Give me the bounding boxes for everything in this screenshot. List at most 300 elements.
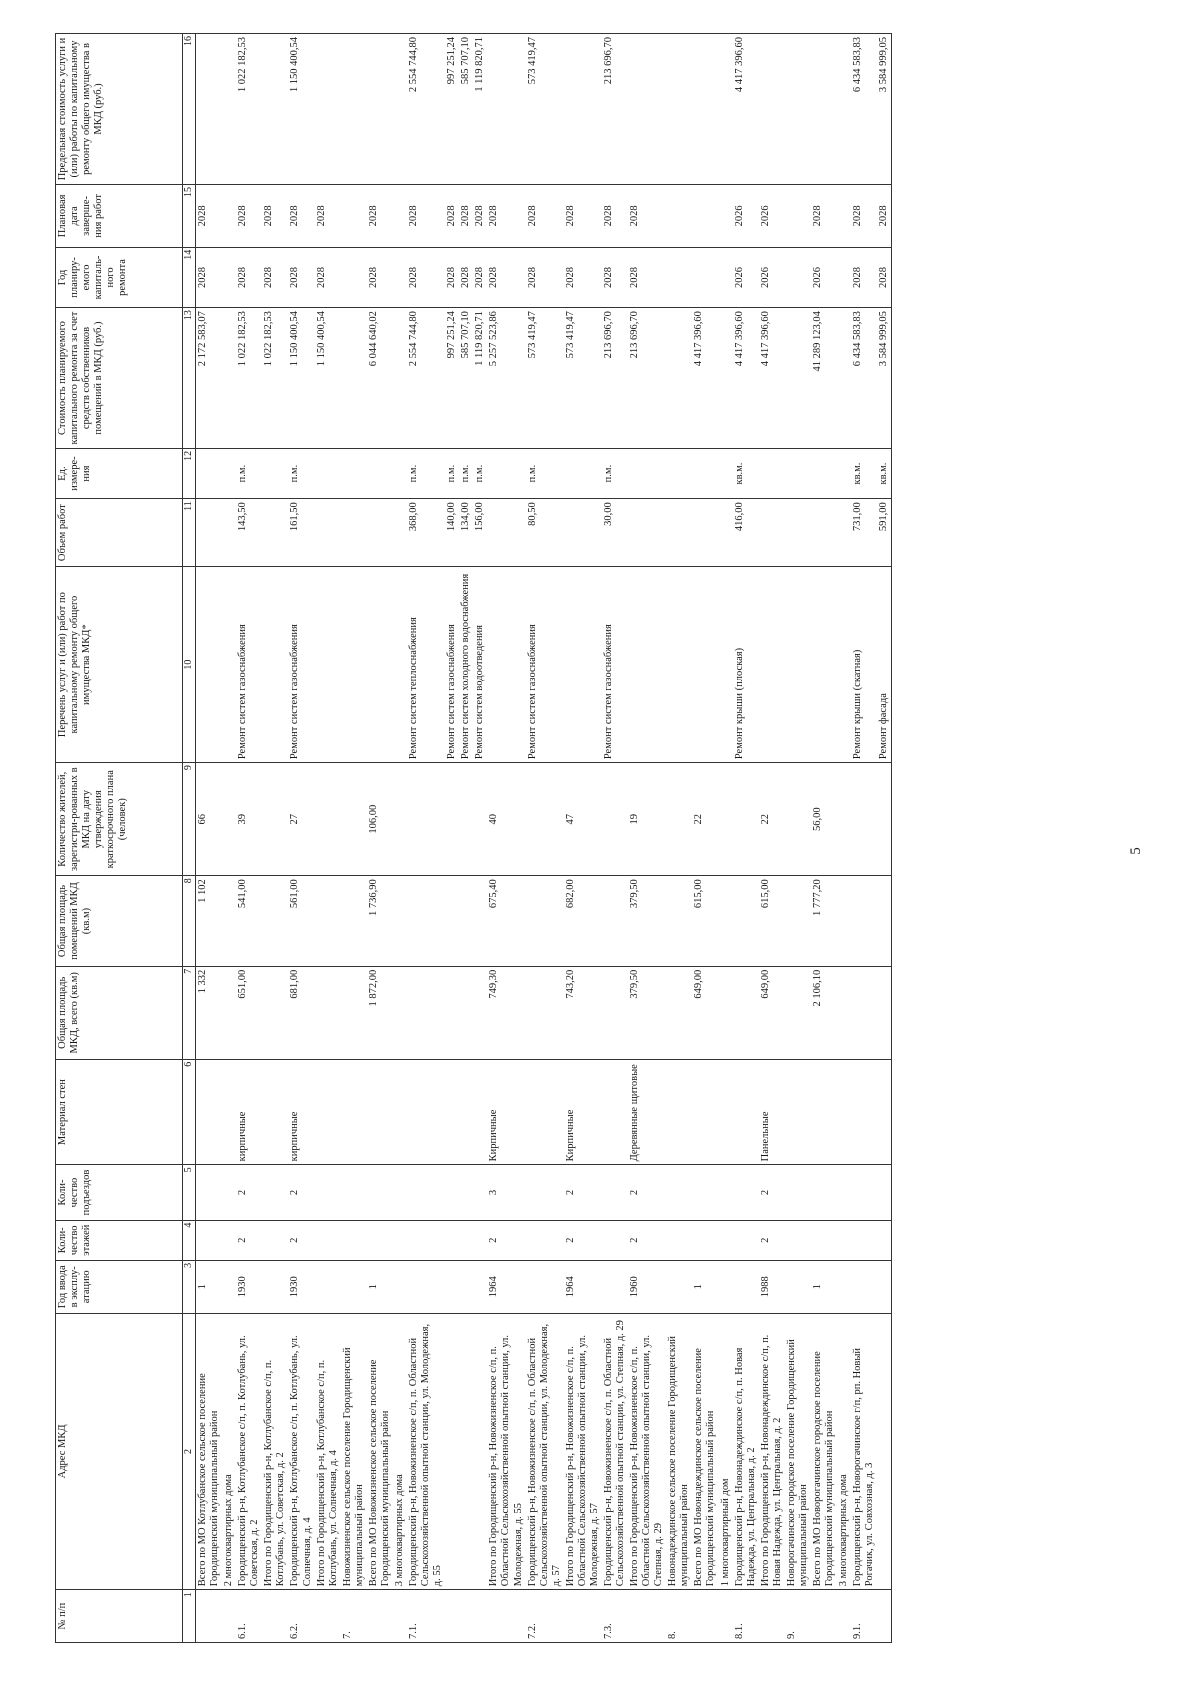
column-header: Общая площадь помещений МКД (кв.м) xyxy=(56,876,183,967)
table-cell xyxy=(341,1220,367,1260)
table-cell: 749,30 xyxy=(487,966,525,1059)
table-cell: кирпичные xyxy=(236,1059,262,1165)
table-cell xyxy=(222,247,236,307)
table-cell xyxy=(459,1313,473,1590)
table-cell xyxy=(628,448,666,498)
column-number: 4 xyxy=(183,1220,196,1260)
table-cell xyxy=(315,1590,341,1643)
table-cell xyxy=(473,1313,487,1590)
table-cell: 1 xyxy=(811,1260,837,1313)
table-cell xyxy=(262,763,288,876)
table-cell: 106,00 xyxy=(367,763,393,876)
table-cell: п.м. xyxy=(459,448,473,498)
table-cell: 2028 xyxy=(262,247,288,307)
column-header: Коли-чество этажей xyxy=(56,1220,183,1260)
table-cell: Итого по Городищенский р-н, Новонадеждинское с/п, п. Новая Надежда, ул. Центральная, д. 2 xyxy=(759,1313,785,1590)
table-cell xyxy=(367,1220,393,1260)
table-row xyxy=(341,34,367,1643)
table-cell: Всего по МО Котлубанское сельское поселение Городищенский муниципальный район xyxy=(196,1313,223,1590)
table-cell xyxy=(851,763,877,876)
table-cell xyxy=(262,1260,288,1313)
table-cell: 1 777,20 xyxy=(811,876,837,967)
table-cell xyxy=(666,1059,692,1165)
table-cell: 2028 xyxy=(236,247,262,307)
table-cell: Деревянные щитовые xyxy=(628,1059,666,1165)
table-cell: 2 xyxy=(288,1220,314,1260)
table-cell xyxy=(407,1165,445,1220)
table-cell: 2026 xyxy=(733,247,759,307)
table-cell xyxy=(262,1059,288,1165)
table-cell: 161,50 xyxy=(288,499,314,567)
table-cell: Ремонт систем газоснабжения xyxy=(236,567,262,763)
table-cell: 1 119 820,71 xyxy=(473,34,487,185)
table-cell xyxy=(262,1220,288,1260)
table-cell xyxy=(785,499,811,567)
table-cell: Ремонт систем газоснабжения xyxy=(445,567,459,763)
table-cell xyxy=(837,567,851,763)
table-cell: Городищенский р-н, Котлубанское с/п, п. Котлубань, ул. Советская, д. 2 xyxy=(236,1313,262,1590)
table-cell xyxy=(602,1220,628,1260)
table-cell: 2028 xyxy=(811,184,837,247)
table-cell xyxy=(785,1059,811,1165)
table-cell: п.м. xyxy=(236,448,262,498)
table-cell: 22 xyxy=(759,763,785,876)
table-cell: кв.м. xyxy=(733,448,759,498)
table-cell xyxy=(628,567,666,763)
table-cell xyxy=(811,567,837,763)
table-cell: 1 872,00 xyxy=(367,966,393,1059)
column-number: 11 xyxy=(183,499,196,567)
table-cell: 997 251,24 xyxy=(445,34,459,185)
table-cell xyxy=(785,1220,811,1260)
table-cell xyxy=(719,763,733,876)
column-number: 6 xyxy=(183,1059,196,1165)
table-cell xyxy=(785,448,811,498)
table-cell xyxy=(719,567,733,763)
table-cell: 4 417 396,60 xyxy=(733,308,759,449)
table-cell xyxy=(851,876,877,967)
table-cell xyxy=(393,876,407,967)
table-cell xyxy=(222,1059,236,1165)
table-cell xyxy=(526,876,564,967)
table-cell xyxy=(407,1260,445,1313)
table-cell: 2028 xyxy=(473,184,487,247)
table-cell xyxy=(393,966,407,1059)
table-cell: 2026 xyxy=(733,184,759,247)
table-cell: 1 332 xyxy=(196,966,223,1059)
table-cell xyxy=(666,966,692,1059)
table-cell: Ремонт систем газоснабжения xyxy=(602,567,628,763)
table-row xyxy=(785,34,811,1643)
table-cell xyxy=(445,1059,459,1165)
table-cell: 743,20 xyxy=(564,966,602,1059)
table-cell: 649,00 xyxy=(692,966,718,1059)
table-cell xyxy=(526,966,564,1059)
table-cell: кв.м. xyxy=(877,448,892,498)
table-cell xyxy=(666,567,692,763)
table-cell: 30,00 xyxy=(602,499,628,567)
table-cell: 1964 xyxy=(487,1260,525,1313)
table-row xyxy=(367,34,393,1643)
table-cell xyxy=(719,1260,733,1313)
table-cell: п.м. xyxy=(407,448,445,498)
table-row xyxy=(393,34,407,1643)
table-cell: 1 xyxy=(367,1260,393,1313)
table-cell xyxy=(393,308,407,449)
table-cell xyxy=(785,184,811,247)
table-row xyxy=(733,34,759,1643)
table-cell xyxy=(393,247,407,307)
table-cell: 2028 xyxy=(877,184,892,247)
table-cell xyxy=(837,448,851,498)
table-cell xyxy=(367,34,393,185)
column-header: Плановая дата заверше-ния работ xyxy=(56,184,183,247)
table-cell: 2028 xyxy=(367,247,393,307)
table-cell xyxy=(692,184,718,247)
column-header: Год ввода в эксплу-атацию xyxy=(56,1260,183,1313)
table-cell xyxy=(222,448,236,498)
table-cell: 573 419,47 xyxy=(526,308,564,449)
table-cell xyxy=(785,1260,811,1313)
table-cell: 6.1. xyxy=(236,1590,262,1643)
table-cell: 1 150 400,54 xyxy=(288,34,314,185)
table-cell xyxy=(837,308,851,449)
table-cell: 7.1. xyxy=(407,1590,445,1643)
table-row xyxy=(837,34,851,1643)
table-cell xyxy=(733,966,759,1059)
table-cell xyxy=(811,1165,837,1220)
column-header: Коли-чество подъездов xyxy=(56,1165,183,1220)
table-cell: 2028 xyxy=(851,247,877,307)
table-cell xyxy=(692,34,718,185)
table-cell xyxy=(196,1165,223,1220)
table-cell: Городищенский р-н, Новожизненское с/п, п. Областной Сельскохозяйственной опытной станции, ул. Молодежная, д. 55 xyxy=(407,1313,445,1590)
table-cell: 2 xyxy=(236,1165,262,1220)
table-cell xyxy=(222,1260,236,1313)
table-row xyxy=(811,34,837,1643)
table-cell: 8.1. xyxy=(733,1590,759,1643)
column-header: Стоимость планируемого капитального ремонта за счет средств собственников помещений в МКД (руб.) xyxy=(56,308,183,449)
table-cell xyxy=(341,1260,367,1313)
table-cell xyxy=(628,499,666,567)
table-cell xyxy=(564,567,602,763)
column-number: 14 xyxy=(183,247,196,307)
table-cell xyxy=(341,567,367,763)
table-cell xyxy=(692,1059,718,1165)
table-cell xyxy=(719,1220,733,1260)
table-cell: 649,00 xyxy=(759,966,785,1059)
column-number: 13 xyxy=(183,308,196,449)
table-cell xyxy=(393,567,407,763)
table-cell: Ремонт систем холодного водоснабжения xyxy=(459,567,473,763)
table-cell xyxy=(837,1590,851,1643)
table-cell xyxy=(407,876,445,967)
table-cell xyxy=(315,966,341,1059)
table-cell xyxy=(837,1059,851,1165)
table-cell xyxy=(222,499,236,567)
table-cell xyxy=(222,763,236,876)
table-cell xyxy=(262,34,288,185)
table-cell xyxy=(811,34,837,185)
table-cell xyxy=(733,1220,759,1260)
table-cell: Ремонт систем теплоснабжения xyxy=(407,567,445,763)
table-cell xyxy=(393,448,407,498)
table-cell xyxy=(367,448,393,498)
table-row xyxy=(877,34,892,1643)
table-cell xyxy=(393,499,407,567)
table-cell xyxy=(666,1165,692,1220)
table-cell: 2 106,10 xyxy=(811,966,837,1059)
table-cell xyxy=(877,1590,892,1643)
table-cell: Новожизненское сельское поселение Городищенский муниципальный район xyxy=(341,1313,367,1590)
table-cell: Новонадеждинское сельское поселение Городищенский муниципальный район xyxy=(666,1313,692,1590)
table-cell: 6 434 583,83 xyxy=(851,34,877,185)
table-cell xyxy=(719,448,733,498)
table-cell xyxy=(407,966,445,1059)
table-cell: 2028 xyxy=(315,184,341,247)
table-cell xyxy=(837,499,851,567)
table-cell xyxy=(445,876,459,967)
table-cell: Ремонт систем газоснабжения xyxy=(526,567,564,763)
table-cell xyxy=(341,1165,367,1220)
column-number: 15 xyxy=(183,184,196,247)
table-cell: 19 xyxy=(628,763,666,876)
table-cell xyxy=(262,1590,288,1643)
table-cell xyxy=(877,876,892,967)
table-cell: 7.2. xyxy=(526,1590,564,1643)
table-cell: 2 многоквартирных дома xyxy=(222,1313,236,1590)
table-cell: 1930 xyxy=(288,1260,314,1313)
table-cell xyxy=(877,966,892,1059)
table-cell xyxy=(837,763,851,876)
table-cell: Городищенский р-н, Новонадеждинское с/п, п. Новая Надежда, ул. Центральная, д. 2 xyxy=(733,1313,759,1590)
table-cell: 2 xyxy=(628,1220,666,1260)
table-cell: 585 707,10 xyxy=(459,34,473,185)
table-cell: 1 xyxy=(196,1260,223,1313)
table-cell xyxy=(393,1220,407,1260)
table-cell xyxy=(785,763,811,876)
table-cell: 2 xyxy=(759,1165,785,1220)
table-cell xyxy=(526,1260,564,1313)
table-cell xyxy=(877,763,892,876)
table-cell xyxy=(262,1165,288,1220)
table-cell: 1 119 820,71 xyxy=(473,308,487,449)
table-cell: 3 584 999,05 xyxy=(877,308,892,449)
table-cell xyxy=(851,1165,877,1220)
table-cell: 41 289 123,04 xyxy=(811,308,837,449)
table-cell: Всего по МО Новонадеждинское сельское поселение Городищенский муниципальный район xyxy=(692,1313,718,1590)
table-body xyxy=(196,34,892,1643)
table-cell xyxy=(719,966,733,1059)
table-cell: 213 696,70 xyxy=(602,34,628,185)
table-cell xyxy=(341,966,367,1059)
table-cell xyxy=(315,567,341,763)
table-cell xyxy=(459,1165,473,1220)
table-cell: Ремонт крыши (скатная) xyxy=(851,567,877,763)
table-cell xyxy=(666,876,692,967)
table-cell xyxy=(222,966,236,1059)
column-number: 7 xyxy=(183,966,196,1059)
table-cell xyxy=(785,966,811,1059)
table-cell xyxy=(367,1165,393,1220)
table-cell: 2 xyxy=(564,1220,602,1260)
table-cell xyxy=(262,876,288,967)
table-cell xyxy=(459,1220,473,1260)
table-cell: 2028 xyxy=(407,247,445,307)
table-cell xyxy=(759,499,785,567)
table-cell xyxy=(262,966,288,1059)
table-cell xyxy=(262,567,288,763)
table-cell: 213 696,70 xyxy=(602,308,628,449)
column-header: Ед. измере-ния xyxy=(56,448,183,498)
table-cell: 2028 xyxy=(445,247,459,307)
table-cell xyxy=(222,567,236,763)
table-cell xyxy=(341,247,367,307)
table-row xyxy=(602,34,628,1643)
table-cell xyxy=(877,1165,892,1220)
table-cell xyxy=(222,1220,236,1260)
table-cell: 731,00 xyxy=(851,499,877,567)
column-number: 9 xyxy=(183,763,196,876)
table-cell: 2 xyxy=(564,1165,602,1220)
table-cell: Итого по Городищенский р-н, Новожизненское с/п, п. Областной Сельскохозяйственной опытной станции, ул. Молодежная, д. 57 xyxy=(564,1313,602,1590)
table-cell: 2028 xyxy=(459,184,473,247)
table-cell: 379,50 xyxy=(628,966,666,1059)
table-cell xyxy=(877,1220,892,1260)
table-cell xyxy=(837,247,851,307)
table-cell: 22 xyxy=(692,763,718,876)
table-cell xyxy=(445,1313,459,1590)
table-cell xyxy=(445,1260,459,1313)
table-cell: Ремонт систем газоснабжения xyxy=(288,567,314,763)
table-cell: Городищенский р-н, Новорогачинское г/п, рп. Новый Рогачик, ул. Совхозная, д. 3 xyxy=(851,1313,877,1590)
table-cell xyxy=(719,876,733,967)
table-cell xyxy=(262,499,288,567)
table-row xyxy=(759,34,785,1643)
table-cell: 3 584 999,05 xyxy=(877,34,892,185)
table-cell xyxy=(564,34,602,185)
table-cell xyxy=(877,1059,892,1165)
table-cell xyxy=(315,1260,341,1313)
table-cell xyxy=(692,1590,718,1643)
table-cell: 1 022 182,53 xyxy=(236,34,262,185)
table-cell: 651,00 xyxy=(236,966,262,1059)
table-cell xyxy=(459,1059,473,1165)
table-row xyxy=(445,34,459,1643)
table-cell: 1 xyxy=(692,1260,718,1313)
table-row xyxy=(526,34,564,1643)
table-cell: 4 417 396,60 xyxy=(692,308,718,449)
table-cell: 2028 xyxy=(602,184,628,247)
table-cell xyxy=(666,34,692,185)
table-cell xyxy=(851,966,877,1059)
table-cell: кирпичные xyxy=(288,1059,314,1165)
table-cell xyxy=(837,34,851,185)
table-cell xyxy=(459,1260,473,1313)
table-cell: Итого по Городищенский р-н, Котлубанское с/п, п. Котлубань, ул. Солнечная, д. 4 xyxy=(315,1313,341,1590)
table-cell xyxy=(837,876,851,967)
table-cell: Городищенский р-н, Новожизненское с/п, п. Областной Сельскохозяйственной опытной станции, ул. Молодежная, д. 57 xyxy=(526,1313,564,1590)
table-cell: 2028 xyxy=(628,247,666,307)
table-cell xyxy=(759,34,785,185)
table-cell xyxy=(262,448,288,498)
table-cell xyxy=(315,1220,341,1260)
table-cell: 2028 xyxy=(196,184,223,247)
table-cell: 134,00 xyxy=(459,499,473,567)
table-cell xyxy=(877,1313,892,1590)
table-cell xyxy=(393,1165,407,1220)
table-cell: Городищенский р-н, Котлубанское с/п, п. Котлубань, ул. Солнечная, д. 4 xyxy=(288,1313,314,1590)
table-cell: Всего по МО Новорогачинское городское поселение Городищенский муниципальный район xyxy=(811,1313,837,1590)
table-cell xyxy=(837,184,851,247)
table-cell: 39 xyxy=(236,763,262,876)
table-cell xyxy=(487,567,525,763)
column-header: № п/п xyxy=(56,1590,183,1643)
table-cell: 2028 xyxy=(564,184,602,247)
table-cell xyxy=(602,1165,628,1220)
table-cell: 1 022 182,53 xyxy=(262,308,288,449)
table-cell xyxy=(666,499,692,567)
table-cell: 66 xyxy=(196,763,223,876)
table-cell xyxy=(393,763,407,876)
column-number: 3 xyxy=(183,1260,196,1313)
table-cell xyxy=(196,1059,223,1165)
table-cell: 140,00 xyxy=(445,499,459,567)
table-cell: Кирпичные xyxy=(564,1059,602,1165)
column-header: Перечень услуг и (или) работ по капитальному ремонту общего имущества МКД* xyxy=(56,567,183,763)
table-cell: 1964 xyxy=(564,1260,602,1313)
table-cell xyxy=(526,1220,564,1260)
table-cell xyxy=(315,1059,341,1165)
column-number-row xyxy=(183,34,196,1643)
table-cell xyxy=(785,34,811,185)
table-cell xyxy=(733,1260,759,1313)
table-cell: 2028 xyxy=(602,247,628,307)
table-cell xyxy=(628,34,666,185)
table-cell: 1930 xyxy=(236,1260,262,1313)
table-cell xyxy=(719,1165,733,1220)
table-cell xyxy=(196,567,223,763)
table-cell xyxy=(341,1059,367,1165)
table-cell: 213 696,70 xyxy=(628,308,666,449)
table-cell: 2026 xyxy=(811,247,837,307)
table-cell xyxy=(785,876,811,967)
table-cell: 6 434 583,83 xyxy=(851,308,877,449)
table-cell xyxy=(315,448,341,498)
table-cell xyxy=(602,1260,628,1313)
table-cell: 2 xyxy=(487,1220,525,1260)
table-cell xyxy=(407,1059,445,1165)
column-number: 12 xyxy=(183,448,196,498)
table-cell xyxy=(196,1220,223,1260)
table-cell: Ремонт систем водоотведения xyxy=(473,567,487,763)
table-cell: 591,00 xyxy=(877,499,892,567)
table-cell: 368,00 xyxy=(407,499,445,567)
table-cell xyxy=(315,34,341,185)
table-cell: 2028 xyxy=(196,247,223,307)
table-header xyxy=(56,34,196,1643)
table-cell: 573 419,47 xyxy=(526,34,564,185)
table-cell xyxy=(459,1590,473,1643)
table-cell xyxy=(759,448,785,498)
table-row xyxy=(407,34,445,1643)
table-cell: 5 257 523,86 xyxy=(487,308,525,449)
table-cell: 2028 xyxy=(445,184,459,247)
table-cell xyxy=(445,1220,459,1260)
table-cell xyxy=(196,448,223,498)
table-cell: 9.1. xyxy=(851,1590,877,1643)
column-header: Количество жителей, зарегистри-рованных в МКД на дату утверждения краткосрочного плана (человек) xyxy=(56,763,183,876)
